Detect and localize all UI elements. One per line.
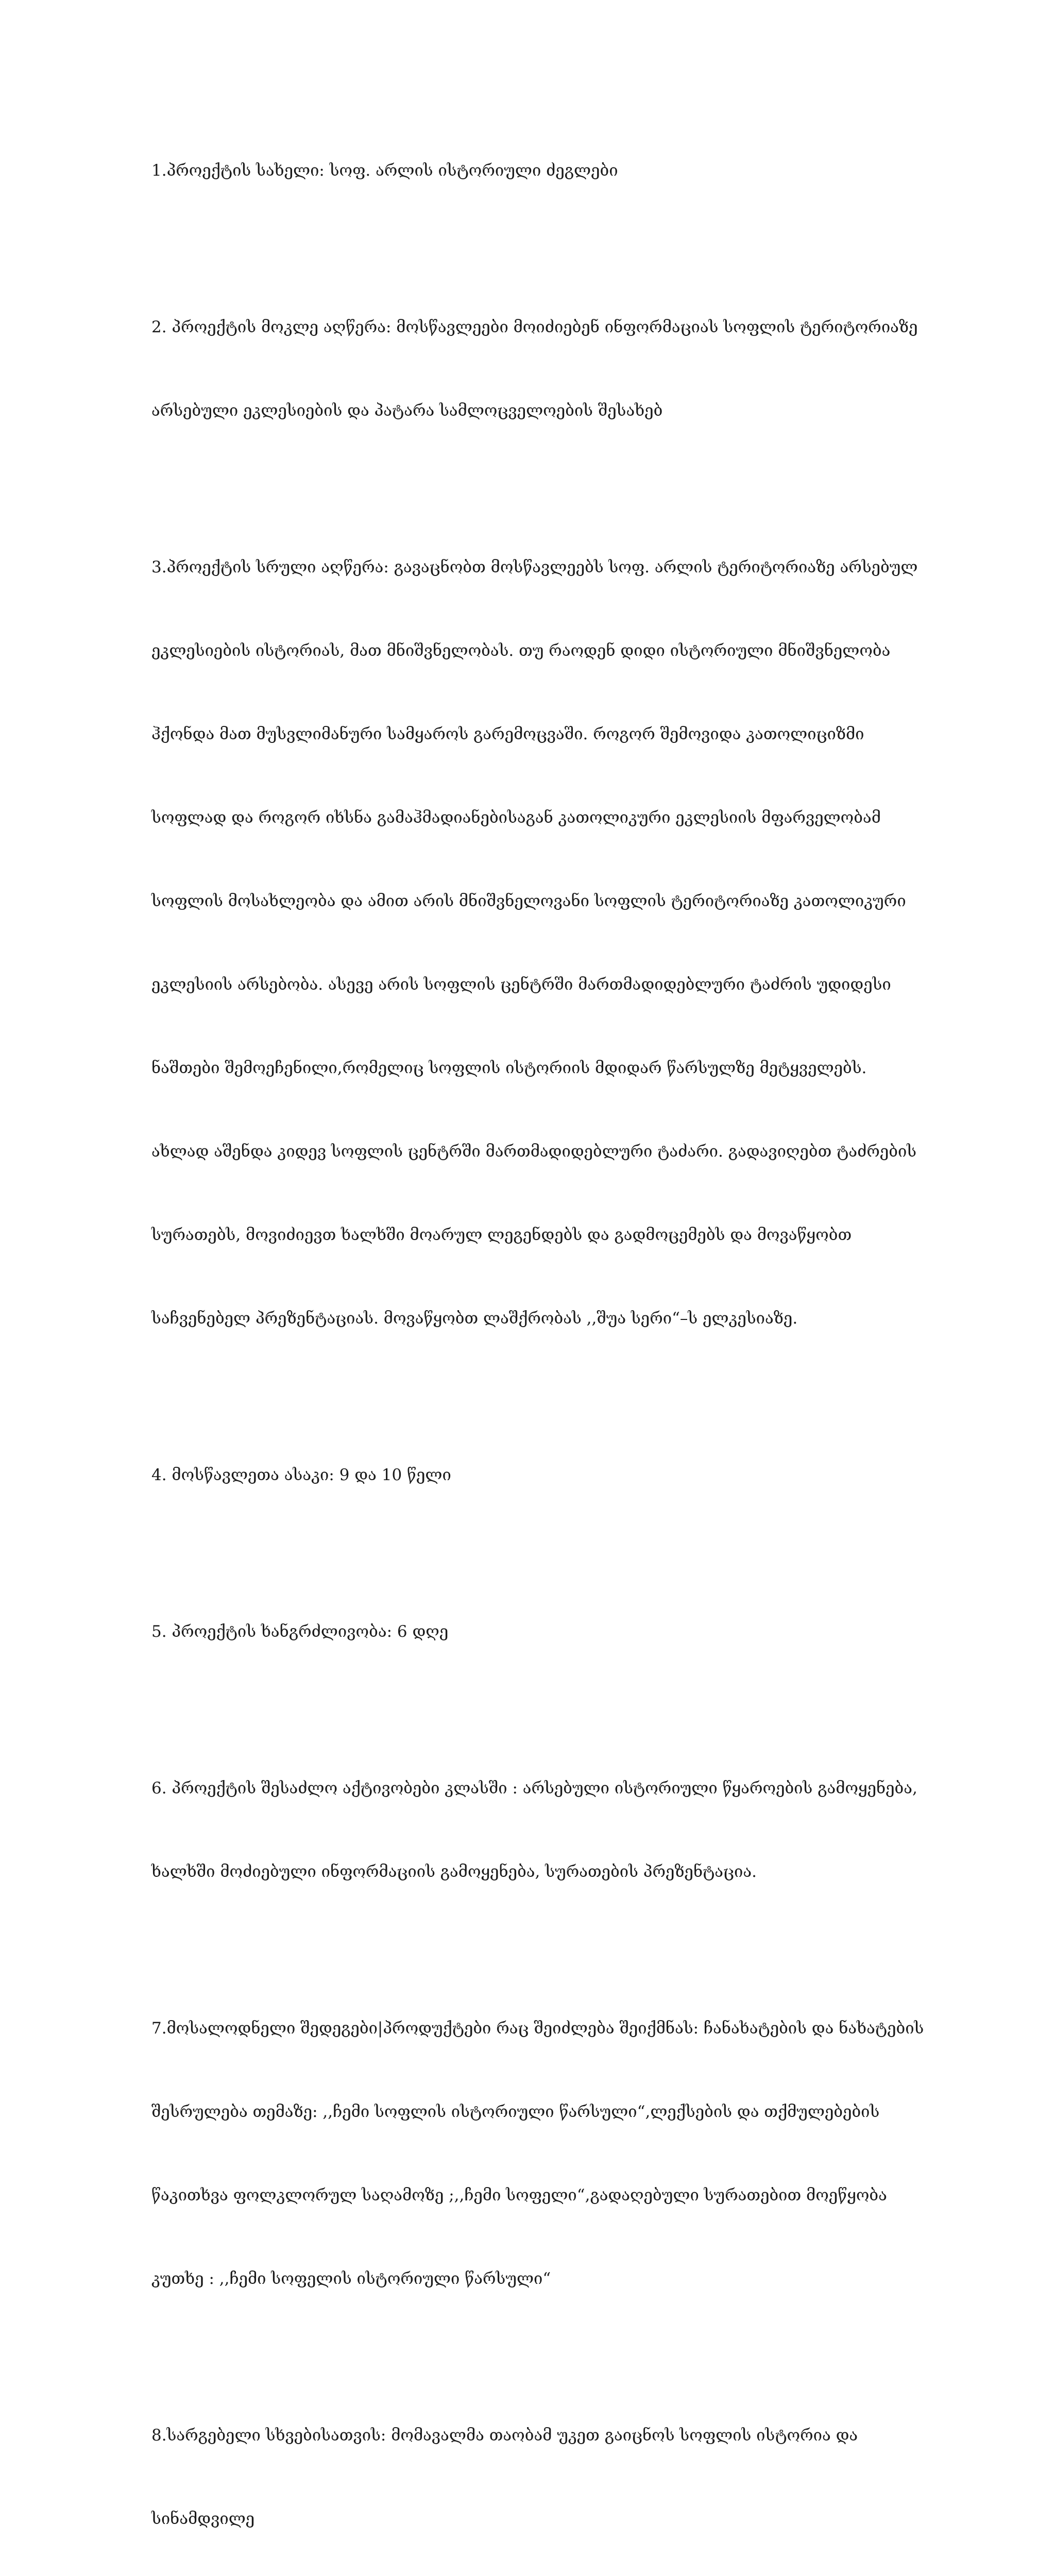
text-line: 1.პროექტის სახელი: სოფ. არლის ისტორიული ძეგლები: [151, 161, 618, 180]
text-line: სურათებს, მოვიძიევთ ხალხში მოარულ ლეგენდებს და გადმოცემებს და მოვაწყობთ: [151, 1226, 852, 1244]
text-line: არსებული ეკლესიების და პატარა სამლოცველოების შესახებ: [151, 401, 663, 420]
benefit-item: [151, 2366, 955, 2576]
text-line: სოფლად და როგორ იხსნა გამაჰმადიანებისაგან კათოლიკური ეკლესიის მფარველობამ: [151, 808, 881, 827]
text-line: საჩვენებელ პრეზენტაციას. მოვაწყობთ ლაშქრობას ,,შუა სერი“–ს ელკესიაზე.: [151, 1309, 798, 1328]
text-line: 2. პროექტის მოკლე აღწერა: მოსწავლეები მოიძიებენ ინფორმაციას სოფლის ტერიტორიაზე: [151, 318, 918, 336]
expected-results-item: [151, 1959, 955, 2348]
text-line: ჰქონდა მათ მუსვლიმანური სამყაროს გარემოცვაში. როგორ შემოვიდა კათოლიციზმი: [151, 725, 864, 743]
text-line: 8.სარგებელი სხვებისათვის: მომავალმა თაობამ უკეთ გაიცნოს სოფლის ისტორია და: [151, 2426, 858, 2445]
text-line: წაკითხვა ფოლკლორულ საღამოზე ;,,ჩემი სოფელი“,გადაღებული სურათებით მოეწყობა: [151, 2186, 887, 2205]
text-line: ახლად აშენდა კიდევ სოფლის ცენტრში მართმადიდებლური ტაძარი. გადავიღებთ ტაძრების: [151, 1142, 917, 1161]
project-duration-item: [151, 1562, 955, 1701]
short-description-item: [151, 258, 955, 480]
project-name-item: [151, 101, 955, 240]
text-line: 7.მოსალოდნელი შედეგები|პროდუქტები რაც შეიძლება შეიქმნას: ჩანახატების და ნახატების: [151, 2019, 924, 2038]
classroom-activities-item: [151, 1719, 955, 1941]
text-line: ხალხში მოძიებული ინფორმაციის გამოყენება, სურათების პრეზენტაცია.: [151, 1862, 757, 1881]
text-line: ნაშთები შემოეჩენილი,რომელიც სოფლის ისტორიის მდიდარ წარსულზე მეტყველებს.: [151, 1059, 867, 1077]
student-age-item: [151, 1405, 955, 1545]
full-description-item: [151, 498, 955, 1388]
text-line: 5. პროექტის ხანგრძლივობა: 6 დღე: [151, 1622, 449, 1641]
text-line: კუთხე : ,,ჩემი სოფელის ისტორიული წარსული“: [151, 2269, 551, 2288]
text-line: 3.პროექტის სრული აღწერა: გავაცნობთ მოსწავლეებს სოფ. არლის ტერიტორიაზე არსებულ: [151, 558, 918, 577]
text-line: ეკლესიების ისტორიას, მათ მნიშვნელობას. თუ რაოდენ დიდი ისტორიული მნიშვნელობა: [151, 641, 891, 660]
text-line: შესრულება თემაზე: ,,ჩემი სოფლის ისტორიული წარსული“,ლექსების და თქმულებების: [151, 2103, 880, 2121]
text-line: სოფლის მოსახლეობა და ამით არის მნიშვნელოვანი სოფლის ტერიტორიაზე კათოლიკური: [151, 892, 906, 910]
text-line: სინამდვილე: [151, 2510, 255, 2528]
text-line: ეკლესიის არსებობა. ასევე არის სოფლის ცენტრში მართმადიდებლური ტაძრის უდიდესი: [151, 975, 891, 994]
text-line: 6. პროექტის შესაძლო აქტივობები კლასში : არსებული ისტორიული წყაროების გამოყენება,: [151, 1779, 917, 1798]
text-line: 4. მოსწავლეთა ასაკი: 9 და 10 წელი: [151, 1466, 451, 1484]
document-body: [151, 101, 955, 2576]
